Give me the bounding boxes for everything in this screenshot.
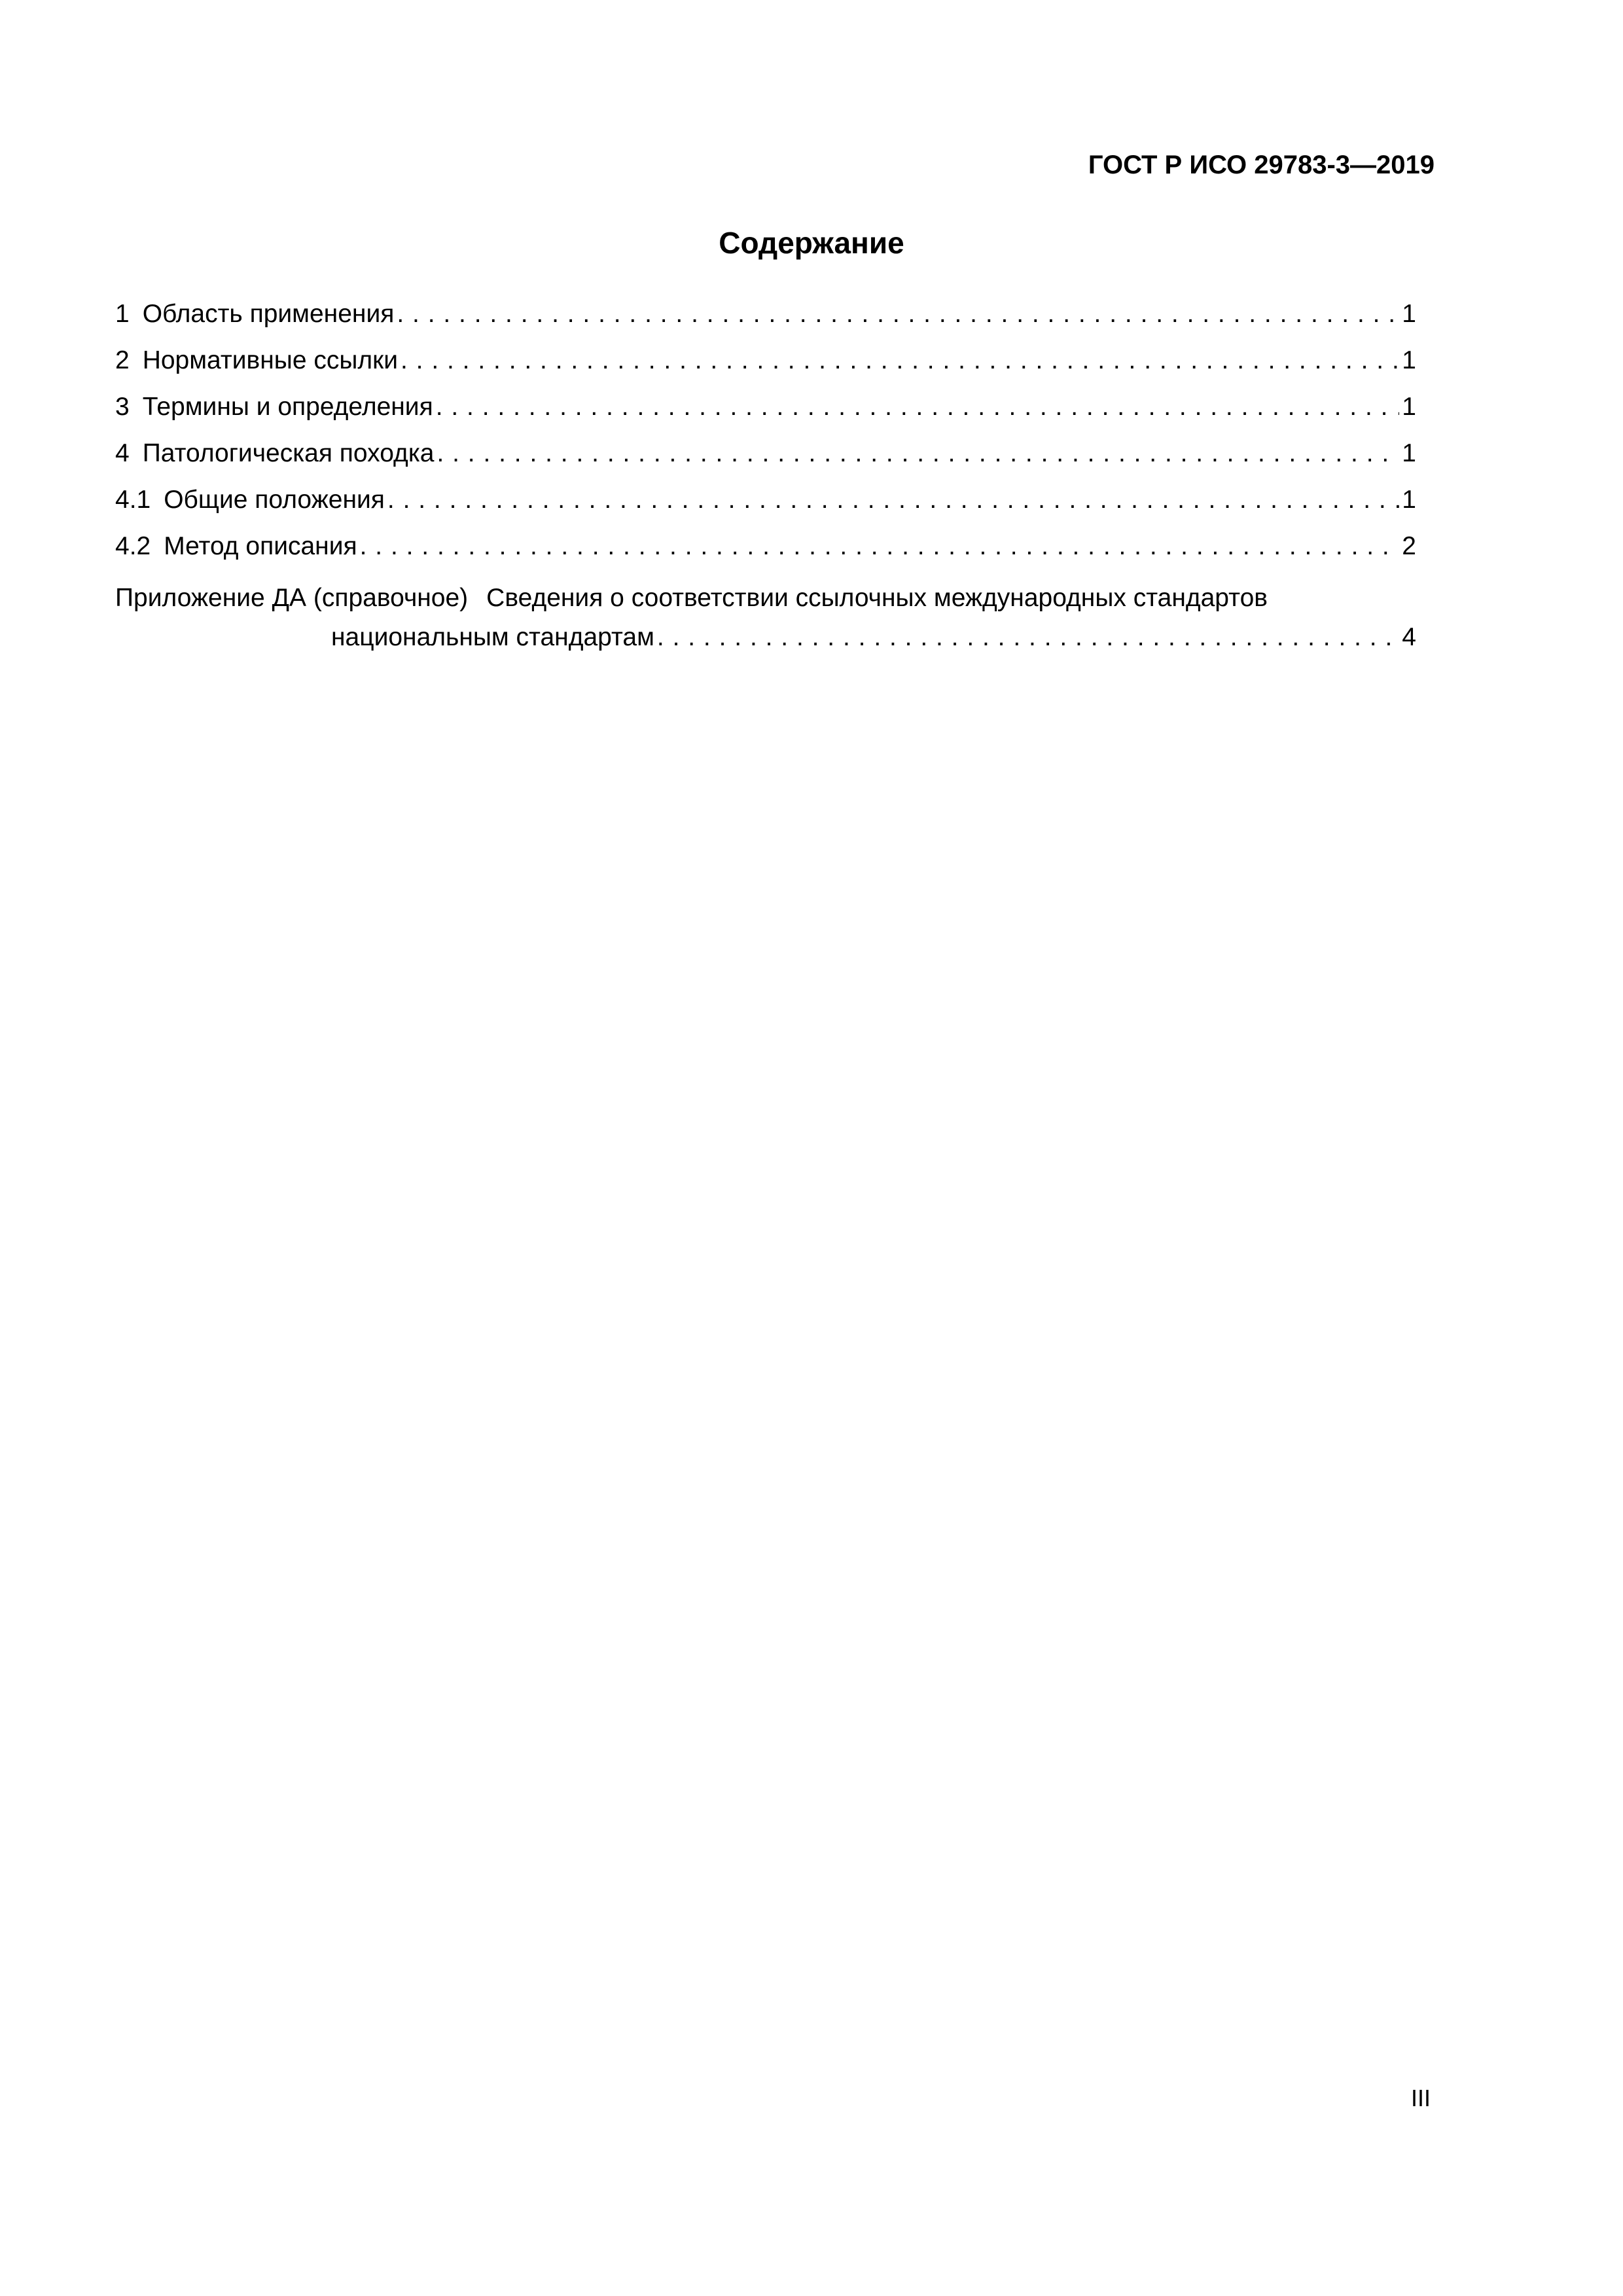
toc-entry-number: 3 xyxy=(115,393,130,421)
toc-entry-label: Область применения xyxy=(142,300,395,328)
toc-entry-page: 1 xyxy=(1402,393,1416,421)
toc-entry-annex-da[interactable] xyxy=(115,585,1416,664)
toc-entry-1[interactable] xyxy=(115,301,1416,348)
toc-entry-page: 1 xyxy=(1402,439,1416,467)
toc-entry-4-2[interactable] xyxy=(115,533,1416,580)
toc-dot-leader xyxy=(437,440,1399,466)
toc-entry-label: Общие положения xyxy=(164,486,385,514)
toc-entry-4-1[interactable] xyxy=(115,487,1416,533)
toc-entry-page: 1 xyxy=(1402,300,1416,328)
page-number: III xyxy=(1410,2085,1431,2111)
toc-entry-number: 1 xyxy=(115,300,130,328)
toc-entry-4[interactable] xyxy=(115,440,1416,487)
annex-kind-label: Приложение ДА (справочное) xyxy=(115,584,469,612)
document-code: ГОСТ Р ИСО 29783-3—2019 xyxy=(1088,151,1435,179)
toc-entry-label: Термины и определения xyxy=(142,393,433,421)
toc-entry-2[interactable] xyxy=(115,348,1416,394)
toc-entry-page: 2 xyxy=(1402,532,1416,560)
toc-entry-number: 4 xyxy=(115,439,130,467)
toc-entry-page: 1 xyxy=(1402,346,1416,374)
toc-entry-page: 1 xyxy=(1402,486,1416,514)
toc-entry-3[interactable] xyxy=(115,394,1416,440)
toc-entry-number: 4.1 xyxy=(115,486,151,514)
annex-title-line2: национальным стандартам xyxy=(331,623,654,651)
toc-entry-label: Нормативные ссылки xyxy=(142,346,398,374)
toc-entry-label: Патологическая походка xyxy=(142,439,435,467)
toc-dot-leader xyxy=(657,624,1399,650)
toc-title: Содержание xyxy=(719,226,904,260)
toc-dot-leader xyxy=(436,394,1400,420)
toc-entry-label: Метод описания xyxy=(164,532,357,560)
annex-first-line xyxy=(115,585,1416,624)
toc-entry-number: 2 xyxy=(115,346,130,374)
toc-dot-leader xyxy=(387,487,1399,512)
toc-dot-leader xyxy=(401,348,1399,373)
toc-entry-number: 4.2 xyxy=(115,532,151,560)
toc-entry-page: 4 xyxy=(1402,623,1416,651)
annex-second-line xyxy=(115,624,1416,664)
annex-title-line1: Сведения о соответствии ссылочных международных стандартов xyxy=(486,584,1268,612)
toc-dot-leader xyxy=(397,301,1399,327)
table-of-contents xyxy=(115,301,1416,664)
toc-dot-leader xyxy=(360,533,1400,559)
